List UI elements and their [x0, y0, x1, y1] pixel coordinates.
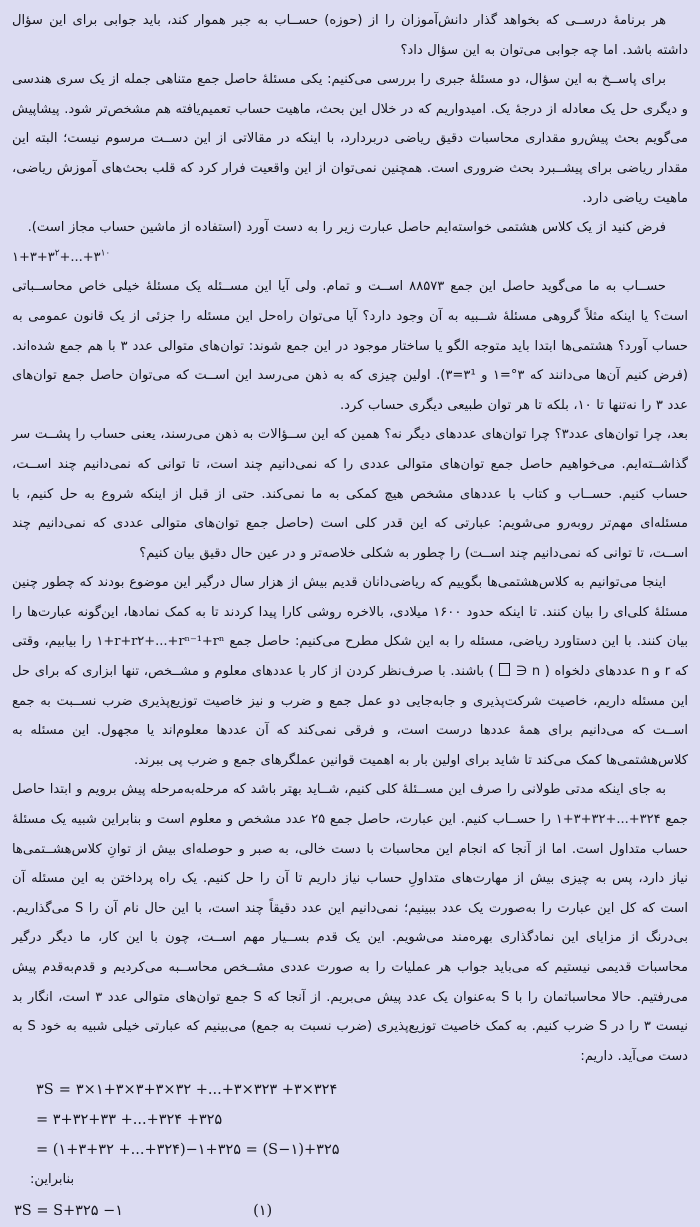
missing-glyph-natural-numbers-icon: [499, 663, 510, 676]
paragraph-7: [12, 775, 688, 1071]
paragraph-6-part-b: را بیابیم، وقتی که r و n عددهای دلخواه ( n ∈: [12, 634, 688, 680]
formula-sum-3-powers-to-10: [12, 243, 688, 273]
equation-final-row: [12, 1195, 688, 1227]
formula-sum-3-powers-to-24: ۱+۳+۳۲+...+۳۲۴: [555, 812, 661, 828]
formula-exponent-10: ۱۰: [100, 248, 111, 259]
equation-line-1: ۳S = ۳×۱+۳×۳+۳×۳۲ +...+۳×۳۲۳ +۳×۳۲۴: [36, 1082, 338, 1099]
formula-mid-part: +...+۳: [59, 249, 101, 265]
formula-base-part: ۱+۳+۳: [12, 249, 55, 265]
paragraph-1: هر برنامهٔ درســی که بخواهد گذار دانش‌آموزان را از (حوزه) حســاب به جبر هموار کند، باید جوابی برای این سؤال داشته باشد. اما چه جوابی می‌توان به این سؤال داد؟: [12, 13, 688, 58]
paragraph-2: برای پاســخ به این سؤال، دو مسئلهٔ جبری را بررسی می‌کنیم: یکی مسئلهٔ حاصل جمع متناهی جمله از یک سری هندسی و دیگری حل یک معادله از درجهٔ یک. امیدواریم که در خلال این بحث، ماهیت حساب تعمیم‌یافته هم مشخص‌تر شود. پیشاپیش می‌گویم بحث پیش‌رو مقداری محاسبات دقیق ریاضی دربردارد، با اینکه در مقالاتی از این دســت مرسوم نیست؛ البته این مقدار ریاضی برای پیشــبرد بحث ضروری است. همچنین نمی‌توان از این واقعیت فرار کرد که قلب بحث‌های آموزش ریاضی، ماهیت ریاضی دارد.: [12, 72, 688, 206]
formula-general-geometric-sum: ۱+r+r۲+...+rⁿ⁻¹+rⁿ: [96, 634, 225, 650]
paragraph-3: فرض کنید از یک کلاس هشتمی خواسته‌ایم حاصل عبارت زیر را به دست آورد (استفاده از ماشین حساب مجاز است).: [27, 220, 666, 236]
paragraph-5: بعد، چرا توان‌های عدد۳؟ چرا توان‌های عددهای دیگر نه؟ همین که این ســؤالات به ذهن می‌رسند، یعنی حساب را پشــت سر گذاشــته‌ایم. می‌خواهیم حاصل جمع توان‌های متوالی عددی را که نمی‌دانیم چند است، تا توانی که نمی‌دانیم چند اســت، حساب کنیم. حســاب و کتاب با عددهای مشخص هیچ کمکی به ما نمی‌کند. حتی از قبل از اینکه شروع به حل کنیم، با مسئله‌ای مهم‌تر روبه‌رو می‌شویم: عبارتی که این قدر کلی است (حاصل جمع توان‌های متوالی عددی که نمی‌دانیم چند اســت، تا توانی که نمی‌دانیم چند اســت) را چطور به شکلی خلاصه‌تر و در عین حال دقیق بیان کنیم؟: [12, 427, 688, 561]
equation-line-3: = (۱+۳+۳۲ +...+۳۲۴)−۱+۳۲۵ = (S−۱)+۳۲۵: [36, 1142, 340, 1159]
paragraph-7-part-b: را حســاب کنیم. این عبارت، حاصل جمع ۲۵ عدد مشخص و معلوم است و بنابراین شبیه یک مسئلهٔ حساب متداول است. اما از آنجا که انجام این محاسبات با دست خالی، به صبر و حوصله‌ای بیش از توانِ کلاس‌هشــتمی‌ها نیاز دارد، پس به چیزی بیش از مهارت‌های متداولِ حساب نیاز داریم تا آن را حل کنیم. یک راه پرداختن به این مسئله آن است که کل این عبارت را به‌صورت یک عدد ببینیم؛ نمی‌دانیم این عدد دقیقاً چند است، با این حال نام آن را S می‌گذاریم. بی‌درنگ از مزایای این نمادگذاری بهره‌مند می‌شویم. این یک قدم بســیار مهم اســت، چون با این کار، ما دیگر درگیر محاسبات قدیمی نیستیم که می‌باید جواب هر عملیات را به صورت عددی مشــخص محاســبه می‌کردیم و قدم‌به‌قدم پیش می‌رفتیم. حالا محاسباتمان را با S به‌عنوان یک عدد پیش می‌بریم. از آنجا که S جمع توان‌های متوالی عدد ۳ است، انگار بد نیست ۳ را در S ضرب کنیم. به کمک خاصیت توزیع‌پذیری (ضرب نسبت به جمع) می‌بینیم که عبارتی خیلی شبیه به خود S به دست می‌آید. داریم:: [12, 812, 689, 1064]
paragraph-7-part-a: به جای اینکه مدتی طولانی را صرف این مســئلهٔ کلی کنیم، شــاید بهتر باشد که مرحله‌به‌مرحله پیش برویم و ابتدا حاصل جمع: [12, 782, 689, 828]
paragraph-4: [12, 272, 688, 420]
paragraph-6: [12, 568, 688, 775]
paragraph-4-pre: حســاب به ما می‌گوید حاصل این جمع: [444, 279, 666, 295]
paragraph-6-part-c: ) باشند. با صرف‌نظر کردن از کار با عددهای معلوم و مشــخص، تنها ابزاری که برای حل این مسئله داریم، خاصیت شرکت‌پذیری و جابه‌جایی دو عمل جمع و ضرب و نیز خاصیت توزیع‌پذیری ضرب نســبت به جمع اســت که می‌دانیم برای همهٔ عددها درست است، و فرقی نمی‌کند که آن عددها معلوم‌اند یا مجهول. این مسئله به کلاس‌هشتمی‌ها کمک می‌کند تا شاید برای اولین بار به اهمیت قوانین عملگرهای جمع و ضرب پی ببرند.: [12, 664, 688, 768]
equation-final-number: (۱): [253, 1203, 273, 1220]
fact-3-pow-1: ۳¹=۳: [445, 368, 476, 384]
paragraph-4-mid: اســت و تمام. ولی آیا این مســئله یک مسئلهٔ خیلی خاص محاســباتی است؟ یا اینکه مثلاً گروهی مسئلهٔ شــبیه به آن وجود دارد؟ آیا می‌توان راه‌حل این مسئله را جزئی از یک قانون عمومی به حساب آورد؟ هشتمی‌ها ابتدا باید متوجه الگو یا ساختار موجود در این جمع شوند: توان‌های متوالی عدد ۳ با هم جمع شده‌اند. (فرض کنیم آن‌ها می‌دانند که: [12, 279, 689, 384]
paragraph-6-part-a: اینجا می‌توانیم به کلاس‌هشتمی‌ها بگوییم که ریاضی‌دانان قدیم بیش از هزار سال درگیر این موضوع بودند که چطور چنین مسئلهٔ کلی‌ای را بیان کنند. تا اینکه حدود ۱۶۰۰ میلادی، بالاخره روشی کارا پیدا کردند تا به کمک نمادها، این‌گونه عبارت‌ها را بیان کنند. با این دستاورد ریاضی، مسئله را به این شکل مطرح می‌کنیم: حاصل جمع: [12, 575, 688, 650]
equation-final: ۳S = S+۳۲۵ −۱: [14, 1203, 124, 1220]
equation-derivation-block: [12, 1075, 688, 1165]
formula-exponent-2: ۲: [54, 248, 60, 259]
therefore-label: بنابراین:: [30, 1172, 75, 1188]
equation-line-2: = ۳+۳۲+۳۳ +...+۳۲۴ +۳۲۵: [36, 1112, 223, 1129]
paragraph-4-conjunction: و: [475, 368, 493, 384]
fact-3-pow-0: ۳°=۱: [492, 368, 525, 384]
paragraph-4-post: ). اولین چیزی که به ذهن می‌رسد این اســت که می‌توان حاصل جمع توان‌های عدد ۳ را نه‌تنها تا ۱۰، بلکه تا هر توان طبیعی دیگری حساب کرد.: [12, 368, 688, 413]
sum-result-value: ۸۸۵۷۳: [409, 279, 445, 295]
